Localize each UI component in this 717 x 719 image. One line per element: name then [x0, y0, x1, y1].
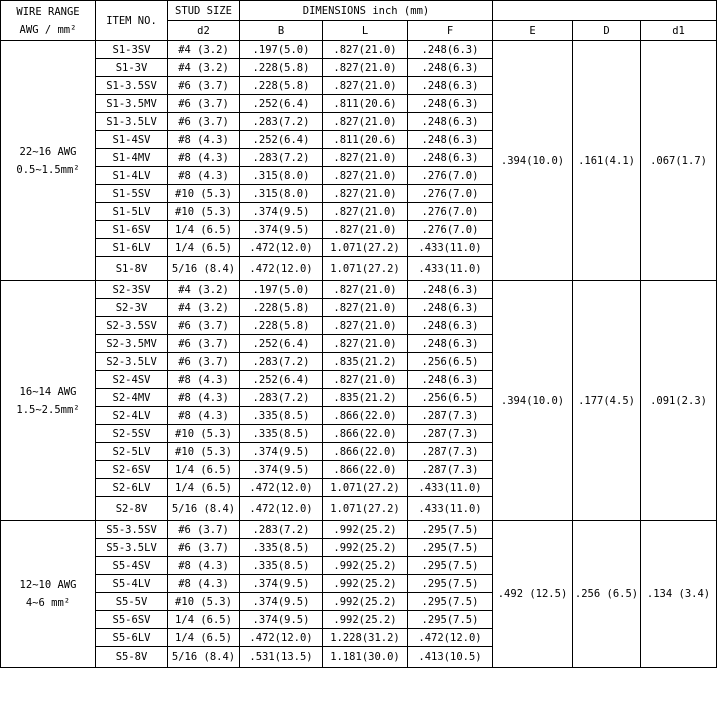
l-cell: .866(22.0) — [323, 425, 408, 443]
stud-size-cell: #6 (3.7) — [168, 521, 240, 539]
f-cell: .248(6.3) — [408, 77, 493, 95]
f-cell: .433(11.0) — [408, 239, 493, 257]
l-cell: .827(21.0) — [323, 371, 408, 389]
stud-size-header: STUD SIZE — [168, 1, 240, 21]
l-cell: .827(21.0) — [323, 41, 408, 59]
f-cell: .295(7.5) — [408, 611, 493, 629]
item-no-cell: S2-6LV — [96, 479, 168, 497]
d1-header: d1 — [641, 21, 717, 41]
f-cell: .295(7.5) — [408, 557, 493, 575]
item-no-cell: S2-3V — [96, 299, 168, 317]
wire-range-cell — [1, 281, 96, 521]
stud-size-cell: #6 (3.7) — [168, 77, 240, 95]
f-cell: .287(7.3) — [408, 443, 493, 461]
l-cell: .827(21.0) — [323, 113, 408, 131]
l-cell: .827(21.0) — [323, 167, 408, 185]
item-no-cell: S1-3.5LV — [96, 113, 168, 131]
l-cell: .866(22.0) — [323, 443, 408, 461]
f-cell: .248(6.3) — [408, 371, 493, 389]
l-cell: .827(21.0) — [323, 335, 408, 353]
f-cell: .413(10.5) — [408, 647, 493, 668]
d1-cell: .134 (3.4) — [641, 521, 717, 668]
l-cell: .992(25.2) — [323, 593, 408, 611]
stud-size-cell: #4 (3.2) — [168, 41, 240, 59]
b-cell: .283(7.2) — [240, 521, 323, 539]
l-cell: .811(20.6) — [323, 131, 408, 149]
b-header: B — [240, 21, 323, 41]
wire-range-label: WIRE RANGE — [16, 5, 80, 18]
f-cell: .287(7.3) — [408, 425, 493, 443]
f-cell: .256(6.5) — [408, 389, 493, 407]
stud-size-cell: #4 (3.2) — [168, 299, 240, 317]
item-no-cell: S1-3V — [96, 59, 168, 77]
b-cell: .374(9.5) — [240, 221, 323, 239]
l-cell: 1.181(30.0) — [323, 647, 408, 668]
b-cell: .472(12.0) — [240, 257, 323, 281]
item-no-cell: S1-4MV — [96, 149, 168, 167]
b-cell: .197(5.0) — [240, 281, 323, 299]
b-cell: .283(7.2) — [240, 389, 323, 407]
d-cell: .256 (6.5) — [573, 521, 641, 668]
stud-size-cell: #6 (3.7) — [168, 353, 240, 371]
item-no-cell: S1-6LV — [96, 239, 168, 257]
b-cell: .228(5.8) — [240, 59, 323, 77]
b-cell: .472(12.0) — [240, 239, 323, 257]
item-no-cell: S1-6SV — [96, 221, 168, 239]
stud-size-cell: 1/4 (6.5) — [168, 611, 240, 629]
b-cell: .472(12.0) — [240, 497, 323, 521]
f-header: F — [408, 21, 493, 41]
item-no-cell: S1-3SV — [96, 41, 168, 59]
l-cell: .866(22.0) — [323, 461, 408, 479]
b-cell: .374(9.5) — [240, 203, 323, 221]
b-cell: .335(8.5) — [240, 407, 323, 425]
b-cell: .315(8.0) — [240, 185, 323, 203]
table-body — [1, 41, 717, 668]
item-no-cell: S5-5V — [96, 593, 168, 611]
d-cell: .177(4.5) — [573, 281, 641, 521]
item-no-cell: S2-3.5SV — [96, 317, 168, 335]
dimensions-header: DIMENSIONS inch (mm) — [240, 1, 493, 21]
item-no-cell: S1-8V — [96, 257, 168, 281]
stud-size-cell: #6 (3.7) — [168, 113, 240, 131]
stud-size-cell: 5/16 (8.4) — [168, 257, 240, 281]
stud-size-cell: 1/4 (6.5) — [168, 221, 240, 239]
d-header: D — [573, 21, 641, 41]
stud-size-cell: #6 (3.7) — [168, 95, 240, 113]
b-cell: .315(8.0) — [240, 167, 323, 185]
stud-size-cell: 5/16 (8.4) — [168, 647, 240, 668]
l-cell: .835(21.2) — [323, 389, 408, 407]
e-cell: .492 (12.5) — [493, 521, 573, 668]
item-no-cell: S1-5SV — [96, 185, 168, 203]
stud-size-cell: #8 (4.3) — [168, 149, 240, 167]
f-cell: .276(7.0) — [408, 203, 493, 221]
stud-size-cell: #10 (5.3) — [168, 185, 240, 203]
item-no-cell: S1-4SV — [96, 131, 168, 149]
stud-size-cell: #6 (3.7) — [168, 335, 240, 353]
f-cell: .248(6.3) — [408, 299, 493, 317]
l-cell: .827(21.0) — [323, 281, 408, 299]
stud-size-cell: #10 (5.3) — [168, 443, 240, 461]
f-cell: .433(11.0) — [408, 257, 493, 281]
wire-range-cell — [1, 521, 96, 668]
l-cell: .827(21.0) — [323, 221, 408, 239]
b-cell: .252(6.4) — [240, 95, 323, 113]
l-cell: 1.071(27.2) — [323, 239, 408, 257]
l-header: L — [323, 21, 408, 41]
item-no-cell: S2-3.5MV — [96, 335, 168, 353]
item-no-cell: S5-6SV — [96, 611, 168, 629]
wire-range-awg: 12~10 AWG — [19, 579, 77, 591]
b-cell: .283(7.2) — [240, 149, 323, 167]
l-cell: .827(21.0) — [323, 59, 408, 77]
item-no-cell: S2-5LV — [96, 443, 168, 461]
dimensions-header-blank — [493, 1, 717, 21]
item-no-cell: S2-6SV — [96, 461, 168, 479]
stud-size-cell: #8 (4.3) — [168, 407, 240, 425]
b-cell: .252(6.4) — [240, 371, 323, 389]
f-cell: .248(6.3) — [408, 113, 493, 131]
f-cell: .287(7.3) — [408, 461, 493, 479]
f-cell: .248(6.3) — [408, 41, 493, 59]
l-cell: .866(22.0) — [323, 407, 408, 425]
b-cell: .335(8.5) — [240, 425, 323, 443]
b-cell: .252(6.4) — [240, 131, 323, 149]
f-cell: .248(6.3) — [408, 317, 493, 335]
l-cell: .992(25.2) — [323, 611, 408, 629]
wire-range-unit-label: AWG / mm² — [19, 23, 77, 36]
wire-range-header — [1, 1, 96, 41]
f-cell: .295(7.5) — [408, 521, 493, 539]
b-cell: .472(12.0) — [240, 479, 323, 497]
table-row — [1, 521, 717, 539]
item-no-cell: S5-3.5SV — [96, 521, 168, 539]
l-cell: .827(21.0) — [323, 185, 408, 203]
stud-size-cell: 1/4 (6.5) — [168, 479, 240, 497]
item-no-cell: S2-4MV — [96, 389, 168, 407]
e-cell: .394(10.0) — [493, 41, 573, 281]
wire-range-mm: 4~6 mm² — [25, 597, 71, 609]
item-no-cell: S2-3.5LV — [96, 353, 168, 371]
f-cell: .248(6.3) — [408, 95, 493, 113]
stud-size-cell: #8 (4.3) — [168, 131, 240, 149]
d1-cell: .091(2.3) — [641, 281, 717, 521]
b-cell: .335(8.5) — [240, 539, 323, 557]
f-cell: .433(11.0) — [408, 479, 493, 497]
stud-size-cell: #6 (3.7) — [168, 539, 240, 557]
stud-size-cell: #8 (4.3) — [168, 167, 240, 185]
stud-size-cell: 1/4 (6.5) — [168, 461, 240, 479]
stud-size-cell: #10 (5.3) — [168, 425, 240, 443]
stud-size-cell: #8 (4.3) — [168, 389, 240, 407]
l-cell: .811(20.6) — [323, 95, 408, 113]
f-cell: .276(7.0) — [408, 221, 493, 239]
item-no-cell: S5-4SV — [96, 557, 168, 575]
wire-range-mm: 1.5~2.5mm² — [16, 403, 80, 416]
item-no-cell: S1-4LV — [96, 167, 168, 185]
l-cell: .827(21.0) — [323, 317, 408, 335]
b-cell: .283(7.2) — [240, 113, 323, 131]
wire-range-cell — [1, 41, 96, 281]
f-cell: .248(6.3) — [408, 281, 493, 299]
d-cell: .161(4.1) — [573, 41, 641, 281]
item-no-cell: S5-4LV — [96, 575, 168, 593]
stud-size-cell: #8 (4.3) — [168, 557, 240, 575]
l-cell: .835(21.2) — [323, 353, 408, 371]
item-no-cell: S1-3.5SV — [96, 77, 168, 95]
wire-range-mm: 0.5~1.5mm² — [16, 163, 80, 176]
item-no-cell: S2-3SV — [96, 281, 168, 299]
stud-size-cell: #8 (4.3) — [168, 575, 240, 593]
b-cell: .531(13.5) — [240, 647, 323, 668]
stud-size-cell: 1/4 (6.5) — [168, 239, 240, 257]
l-cell: .827(21.0) — [323, 203, 408, 221]
item-no-cell: S5-6LV — [96, 629, 168, 647]
b-cell: .228(5.8) — [240, 299, 323, 317]
l-cell: 1.071(27.2) — [323, 257, 408, 281]
b-cell: .374(9.5) — [240, 575, 323, 593]
item-no-cell: S2-4LV — [96, 407, 168, 425]
f-cell: .472(12.0) — [408, 629, 493, 647]
f-cell: .295(7.5) — [408, 593, 493, 611]
f-cell: .248(6.3) — [408, 335, 493, 353]
d2-header: d2 — [168, 21, 240, 41]
b-cell: .335(8.5) — [240, 557, 323, 575]
item-no-cell: S2-8V — [96, 497, 168, 521]
stud-size-cell: #4 (3.2) — [168, 59, 240, 77]
e-header: E — [493, 21, 573, 41]
f-cell: .276(7.0) — [408, 167, 493, 185]
f-cell: .433(11.0) — [408, 497, 493, 521]
l-cell: .992(25.2) — [323, 557, 408, 575]
stud-size-cell: #10 (5.3) — [168, 593, 240, 611]
b-cell: .197(5.0) — [240, 41, 323, 59]
b-cell: .283(7.2) — [240, 353, 323, 371]
stud-size-cell: #10 (5.3) — [168, 203, 240, 221]
b-cell: .374(9.5) — [240, 443, 323, 461]
stud-size-cell: #6 (3.7) — [168, 317, 240, 335]
stud-size-cell: #8 (4.3) — [168, 371, 240, 389]
f-cell: .248(6.3) — [408, 149, 493, 167]
stud-size-cell: 5/16 (8.4) — [168, 497, 240, 521]
f-cell: .256(6.5) — [408, 353, 493, 371]
item-no-cell: S1-3.5MV — [96, 95, 168, 113]
table-header — [1, 1, 717, 41]
b-cell: .252(6.4) — [240, 335, 323, 353]
f-cell: .248(6.3) — [408, 131, 493, 149]
l-cell: 1.071(27.2) — [323, 479, 408, 497]
d1-cell: .067(1.7) — [641, 41, 717, 281]
l-cell: .992(25.2) — [323, 539, 408, 557]
item-no-cell: S2-4SV — [96, 371, 168, 389]
l-cell: 1.071(27.2) — [323, 497, 408, 521]
l-cell: .827(21.0) — [323, 299, 408, 317]
item-no-cell: S5-3.5LV — [96, 539, 168, 557]
item-no-header: ITEM NO. — [96, 1, 168, 41]
l-cell: .827(21.0) — [323, 77, 408, 95]
stud-size-cell: 1/4 (6.5) — [168, 629, 240, 647]
item-no-cell: S5-8V — [96, 647, 168, 668]
f-cell: .287(7.3) — [408, 407, 493, 425]
b-cell: .472(12.0) — [240, 629, 323, 647]
table-row — [1, 281, 717, 299]
f-cell: .276(7.0) — [408, 185, 493, 203]
l-cell: .992(25.2) — [323, 575, 408, 593]
stud-size-cell: #4 (3.2) — [168, 281, 240, 299]
item-no-cell: S1-5LV — [96, 203, 168, 221]
table-row — [1, 41, 717, 59]
b-cell: .228(5.8) — [240, 77, 323, 95]
item-no-cell: S2-5SV — [96, 425, 168, 443]
b-cell: .374(9.5) — [240, 611, 323, 629]
l-cell: .827(21.0) — [323, 149, 408, 167]
b-cell: .374(9.5) — [240, 461, 323, 479]
f-cell: .295(7.5) — [408, 575, 493, 593]
f-cell: .295(7.5) — [408, 539, 493, 557]
b-cell: .228(5.8) — [240, 317, 323, 335]
e-cell: .394(10.0) — [493, 281, 573, 521]
l-cell: .992(25.2) — [323, 521, 408, 539]
wire-range-awg: 22~16 AWG — [19, 145, 77, 158]
wire-range-awg: 16~14 AWG — [19, 385, 77, 398]
l-cell: 1.228(31.2) — [323, 629, 408, 647]
f-cell: .248(6.3) — [408, 59, 493, 77]
b-cell: .374(9.5) — [240, 593, 323, 611]
